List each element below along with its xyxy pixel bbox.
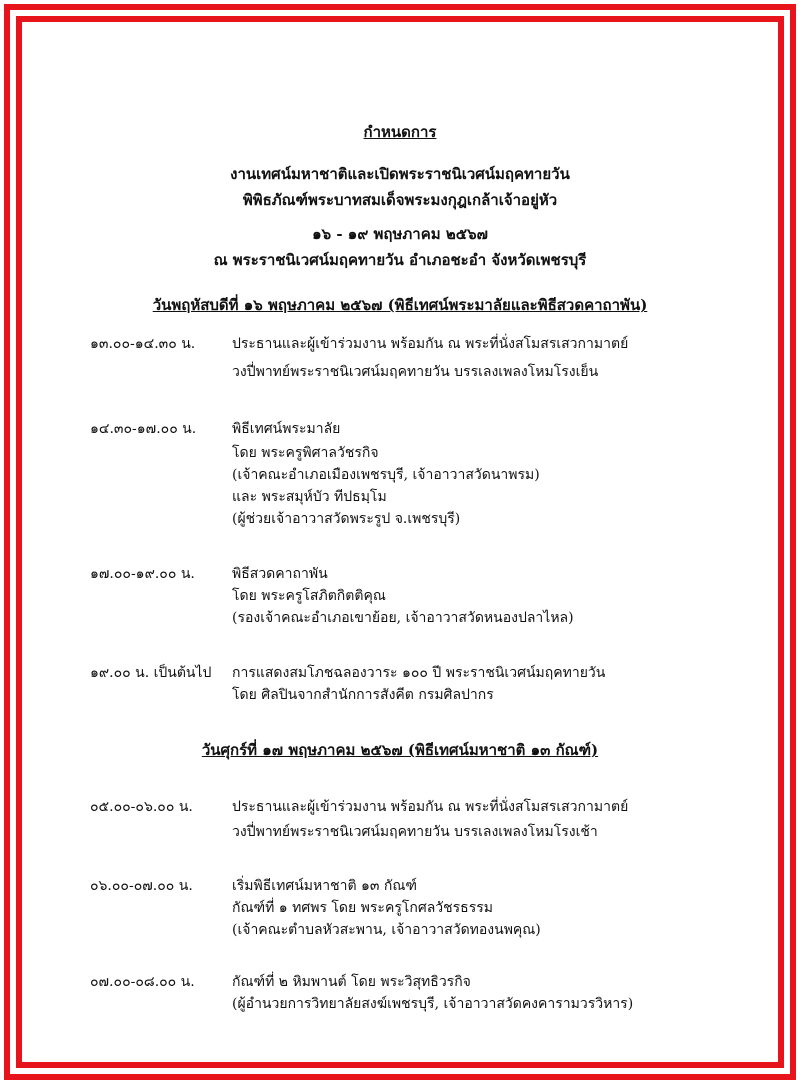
event-dates: ๑๖ - ๑๙ พฤษภาคม ๒๕๖๗ bbox=[312, 225, 488, 243]
schedule-time: ๑๗.๐๐-๑๙.๐๐ น. bbox=[90, 566, 195, 582]
schedule-line: กัณฑ์ที่ ๑ ทศพร โดย พระครูโกศลวัชรธรรม bbox=[232, 900, 493, 916]
schedule-line: โดย พระครูพิศาลวัชรกิจ bbox=[232, 445, 379, 461]
schedule-line: และ พระสมุห์บัว ทีปธมฺโม bbox=[232, 489, 387, 505]
schedule-line: วงปี่พาทย์พระราชนิเวศน์มฤคทายวัน บรรเลงเพลงโหมโรงเย็น bbox=[232, 364, 599, 380]
schedule-line: (ผู้ช่วยเจ้าอาวาสวัดพระรูป จ.เพชรบุรี) bbox=[232, 511, 461, 527]
schedule-line: พิธีสวดคาถาพัน bbox=[232, 566, 328, 582]
schedule-line: วงปี่พาทย์พระราชนิเวศน์มฤคทายวัน บรรเลงเพลงโหมโรงเช้า bbox=[232, 824, 598, 840]
schedule-line: โดย พระครูโสภิตกิตติคุณ bbox=[232, 588, 386, 604]
schedule-time: ๑๓.๐๐-๑๔.๓๐ น. bbox=[90, 336, 196, 352]
schedule-line: พิธีเทศน์พระมาลัย bbox=[232, 421, 341, 437]
schedule-time: ๑๙.๐๐ น. เป็นต้นไป bbox=[90, 665, 212, 681]
schedule-time: ๐๖.๐๐-๐๗.๐๐ น. bbox=[90, 878, 193, 894]
day-heading: วันพฤหัสบดีที่ ๑๖ พฤษภาคม ๒๕๖๗ (พิธีเทศน์พระมาลัยและพิธีสวดคาถาพัน) bbox=[152, 296, 648, 314]
document-title: กำหนดการ bbox=[363, 123, 437, 141]
schedule-line: กัณฑ์ที่ ๒ หิมพานต์ โดย พระวิสุทธิวรกิจ bbox=[232, 974, 471, 990]
schedule-line: (รองเจ้าคณะอำเภอเขาย้อย, เจ้าอาวาสวัดหนองปลาไหล) bbox=[232, 610, 574, 626]
day-heading: วันศุกร์ที่ ๑๗ พฤษภาคม ๒๕๖๗ (พิธีเทศน์มหาชาติ ๑๓ กัณฑ์) bbox=[201, 741, 599, 759]
schedule-line: เริ่มพิธีเทศน์มหาชาติ ๑๓ กัณฑ์ bbox=[232, 878, 417, 894]
schedule-time: ๑๔.๓๐-๑๗.๐๐ น. bbox=[90, 421, 197, 437]
event-subtitle-2: พิพิธภัณฑ์พระบาทสมเด็จพระมงกุฎเกล้าเจ้าอยู่หัว bbox=[242, 191, 558, 209]
event-venue: ณ พระราชนิเวศน์มฤคทายวัน อำเภอชะอำ จังหวัดเพชรบุรี bbox=[213, 251, 587, 269]
schedule-line: ประธานและผู้เข้าร่วมงาน พร้อมกัน ณ พระที่นั่งสโมสรเสวกามาตย์ bbox=[232, 799, 629, 815]
schedule-line: โดย ศิลปินจากสำนักการสังคีต กรมศิลปากร bbox=[232, 687, 494, 703]
schedule-time: ๐๗.๐๐-๐๘.๐๐ น. bbox=[90, 974, 195, 990]
schedule-line: (ผู้อำนวยการวิทยาลัยสงฆ์เพชรบุรี, เจ้าอาวาสวัดคงคารามวรวิหาร) bbox=[232, 996, 634, 1012]
schedule-time: ๐๕.๐๐-๐๖.๐๐ น. bbox=[90, 799, 193, 815]
schedule-line: (เจ้าคณะตำบลหัวสะพาน, เจ้าอาวาสวัดทองนพคุณ) bbox=[232, 922, 541, 938]
schedule-line: การแสดงสมโภชฉลองวาระ ๑๐๐ ปี พระราชนิเวศน์มฤคทายวัน bbox=[232, 665, 606, 681]
event-subtitle-1: งานเทศน์มหาชาติและเปิดพระราชนิเวศน์มฤคทายวัน bbox=[230, 165, 570, 183]
schedule-line: ประธานและผู้เข้าร่วมงาน พร้อมกัน ณ พระที่นั่งสโมสรเสวกามาตย์ bbox=[232, 336, 629, 352]
schedule-line: (เจ้าคณะอำเภอเมืองเพชรบุรี, เจ้าอาวาสวัดนาพรม) bbox=[232, 467, 540, 483]
